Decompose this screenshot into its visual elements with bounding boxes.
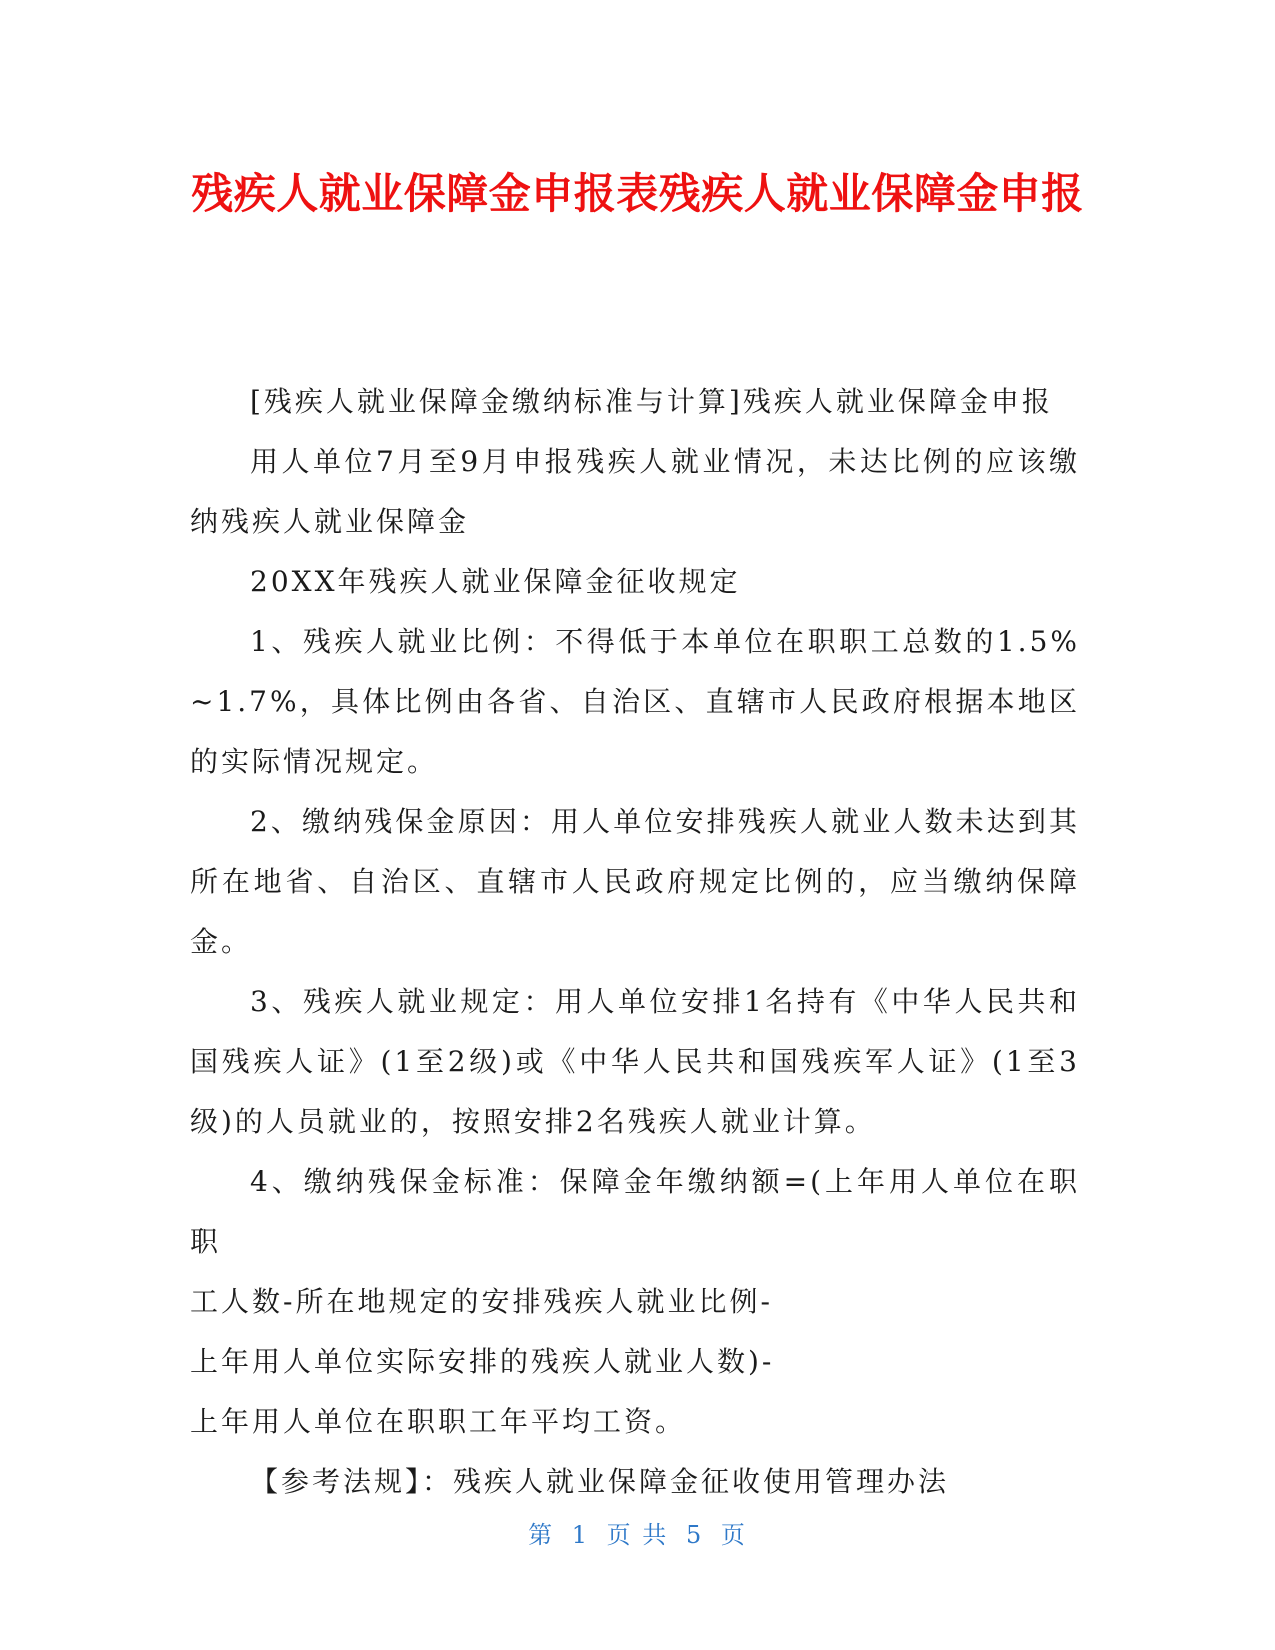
paragraph-payment-reason: 2、缴纳残保金原因：用人单位安排残疾人就业人数未达到其所在地省、自治区、直辖市人民政府规定比例的，应当缴纳保障金。 bbox=[190, 805, 1080, 958]
formula-line-2: 工人数-所在地规定的安排残疾人就业比例- bbox=[190, 1285, 773, 1318]
document-title: 残疾人就业保障金申报表残疾人就业保障金申报 bbox=[191, 169, 1084, 218]
footer-page-number: 1 bbox=[571, 1521, 590, 1549]
page-footer bbox=[0, 1515, 1275, 1550]
paragraph-payment-standard bbox=[190, 1152, 1080, 1452]
footer-suffix: 页 bbox=[720, 1521, 747, 1549]
paragraph-intro: [残疾人就业保障金缴纳标准与计算]残疾人就业保障金申报 bbox=[250, 385, 1053, 418]
paragraph-reference: 【参考法规】：残疾人就业保障金征收使用管理办法 bbox=[250, 1465, 950, 1498]
formula-line-1: 4、缴纳残保金标准：保障金年缴纳额=(上年用人单位在职职 bbox=[190, 1165, 1080, 1258]
paragraph-employment-ratio: 1、残疾人就业比例：不得低于本单位在职职工总数的1.5%~1.7%，具体比例由各省、自治区、直辖市人民政府根据本地区的实际情况规定。 bbox=[190, 625, 1080, 778]
formula-line-4: 上年用人单位在职职工年平均工资。 bbox=[190, 1405, 687, 1438]
document-body bbox=[190, 372, 1080, 1512]
formula-line-3: 上年用人单位实际安排的残疾人就业人数)- bbox=[190, 1345, 775, 1378]
paragraph-employment-rule: 3、残疾人就业规定：用人单位安排1名持有《中华人民共和国残疾人证》(1至2级)或《中华人民共和国残疾军人证》(1至3级)的人员就业的，按照安排2名残疾人就业计算。 bbox=[190, 985, 1080, 1138]
footer-middle: 页 共 bbox=[606, 1521, 669, 1549]
paragraph-regulation-heading: 20XX年残疾人就业保障金征收规定 bbox=[250, 565, 741, 598]
footer-prefix: 第 bbox=[528, 1521, 555, 1549]
footer-total-pages: 5 bbox=[685, 1521, 704, 1549]
paragraph-reporting-period: 用人单位7月至9月申报残疾人就业情况，未达比例的应该缴纳残疾人就业保障金 bbox=[190, 445, 1080, 538]
